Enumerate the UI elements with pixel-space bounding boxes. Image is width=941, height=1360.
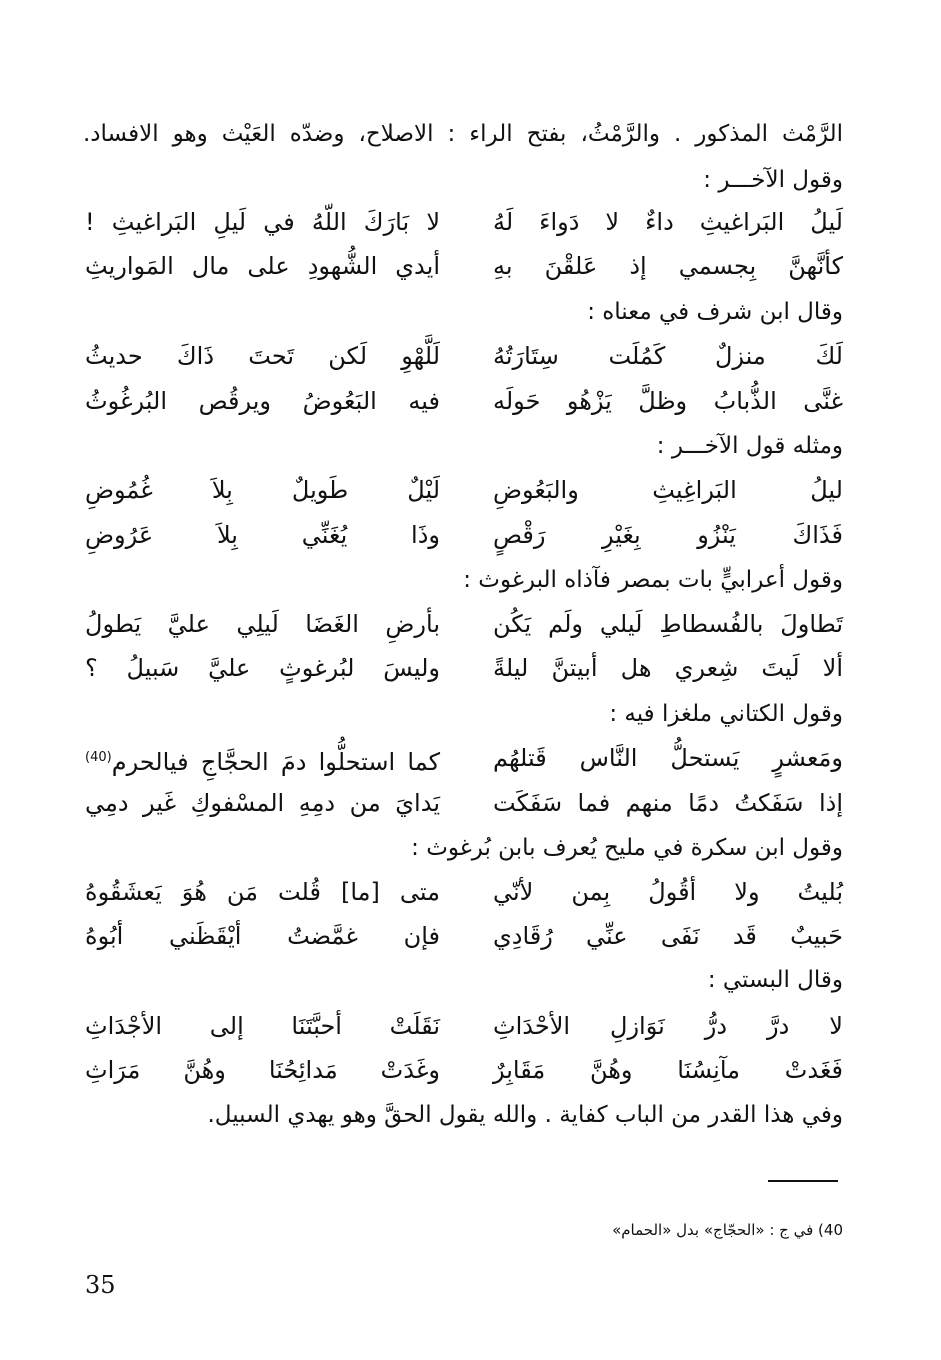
verse-3-right: لَكَ منزلٌ كَمُلَت سِتَارَتُهُ (493, 342, 843, 370)
footnote-40: 40) في ج : «الحجّاج» بدل «الحمام» (612, 1221, 843, 1239)
verse-8-left: وليسَ لبُرغوثٍ عليَّ سَبيلُ ؟ (85, 654, 440, 682)
verse-13-right: لا درَّ درُّ نَوَازلِ الأحْدَاثِ (493, 1012, 843, 1040)
verse-6-right: فَذَاكَ يَنْزُو بِغَيْرِ رَقْصٍ (493, 521, 843, 549)
verse-6-left: وذَا يُغَنِّي بِلاَ عَرُوضِ (85, 521, 440, 549)
footnote-reference-40: (40) (85, 750, 112, 765)
verse-3-left: لَلَّهْوِ لَكن تَحتَ ذَاكَ حديثُ (85, 342, 440, 370)
prose-line-intro-2: وقول الآخـــر : (703, 167, 843, 193)
verse-5-left: لَيْلٌ طَويلٌ بِلاَ غُمُوضِ (85, 476, 440, 504)
prose-line-intro-3: وقال ابن شرف في معناه : (587, 299, 843, 325)
verse-9-left-text: كما استحلُّوا دمَ الحجَّاجِ فيالحرم (111, 748, 440, 776)
verse-13-left: نَقَلَتْ أحبَّتَنَا إلى الأجْدَاثِ (85, 1012, 440, 1040)
verse-2-left: أيدي الشُّهودِ على مال المَواريثِ (85, 252, 440, 280)
verse-10-left: يَدايَ من دمِهِ المسْفوكِ غَير دمِي (85, 789, 440, 817)
verse-14-right: فَغَدتْ مآنِسُنَا وهُنَّ مَقَابِرٌ (493, 1056, 843, 1084)
verse-9-left (85, 741, 440, 779)
prose-line-intro-8: وقال البستي : (707, 967, 843, 993)
verse-9-right: ومَعشرٍ يَستحلُّ النَّاس قَتلهُم (493, 744, 843, 772)
verse-12-left: فإن غمَّضتُ أيْقَظَني أبُوهُ (85, 922, 440, 950)
verse-11-left: متى [ما] قُلت مَن هُوَ يَعشَقُوهُ (85, 878, 440, 906)
verse-2-right: كأنَّهنَّ بِجسمي إذ عَلقْنَ بهِ (493, 252, 843, 280)
verse-4-right: غنَّى الذُّبابُ وظلَّ يَزْهُو حَولَه (493, 387, 843, 415)
verse-14-left: وغَدَتْ مَدائِحُنَا وهُنَّ مَرَاثِ (85, 1056, 440, 1084)
verse-7-right: تَطاولَ بالفُسطاطِ لَيلي ولَم يَكُن (493, 610, 843, 638)
prose-line-intro-6: وقول الكتاني ملغزا فيه : (609, 701, 843, 727)
verse-1-right: لَيلُ البَراغيثِ داءٌ لا دَواءَ لَهُ (493, 208, 843, 236)
verse-7-left: بأرضِ الغَضَا لَيلِي عليَّ يَطولُ (85, 610, 440, 638)
verse-5-right: ليلُ البَراغِيثِ والبَعُوضِ (493, 476, 843, 504)
page-number: 35 (85, 1271, 116, 1299)
prose-line-closing: وفي هذا القدر من الباب كفاية . والله يقول الحقَّ وهو يهدي السبيل. (207, 1102, 843, 1128)
verse-8-right: ألا لَيتَ شِعري هل أبيتنَّ ليلةً (493, 654, 843, 682)
verse-1-left: لا بَارَكَ اللّهُ في لَيلِ البَراغيثِ ! (85, 208, 440, 236)
prose-line-intro-4: ومثله قول الآخـــر : (656, 433, 843, 459)
prose-line-intro-1: الرَّمْث المذكور . والرَّمْثُ، بفتح الراء : الاصلاح، وضدّه العَيْث وهو الافساد. (83, 121, 843, 147)
verse-11-right: بُليتُ ولا أقُولُ بِمن لأنّي (493, 878, 843, 906)
prose-line-intro-7: وقول ابن سكرة في مليح يُعرف بابن بُرغوث : (411, 835, 843, 861)
footnote-separator (768, 1180, 838, 1182)
prose-line-intro-5: وقول أعرابيٍّ بات بمصر فآذاه البرغوث : (463, 567, 843, 593)
verse-12-right: حَبيبٌ قَد نَفَى عنِّي رُقَادِي (493, 922, 843, 950)
verse-10-right: إذا سَفَكتُ دمًا منهم فما سَفَكَت (493, 789, 843, 817)
verse-4-left: فيه البَعُوضُ ويرقُص البُرغُوثُ (85, 387, 440, 415)
